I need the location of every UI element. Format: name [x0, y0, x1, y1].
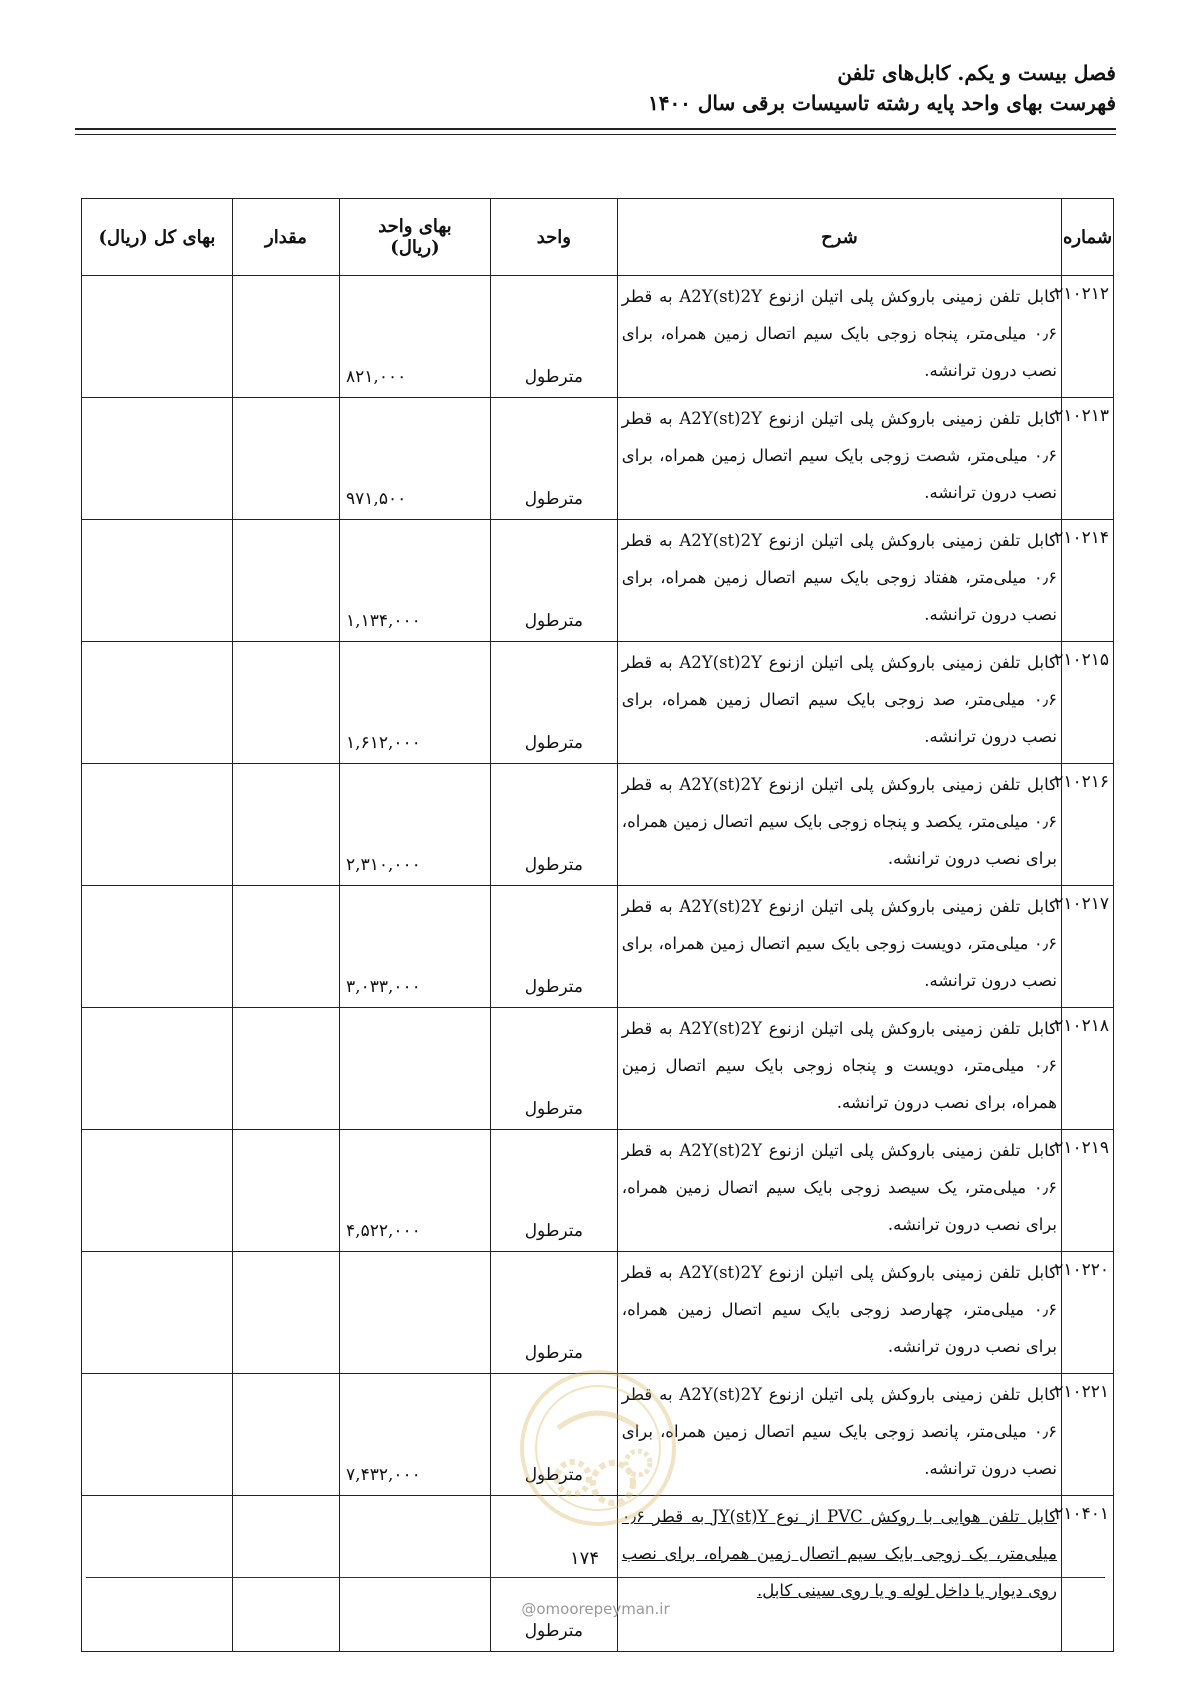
- item-quantity: [232, 1496, 339, 1652]
- page-header: [75, 58, 1116, 118]
- item-unit: مترطول: [490, 1496, 617, 1652]
- item-total: [82, 886, 233, 1008]
- item-quantity: [232, 276, 339, 398]
- table-row: [82, 642, 1114, 764]
- item-number: ۲۱۰۲۱۵: [1061, 642, 1113, 764]
- table-row: [82, 520, 1114, 642]
- item-description: کابل تلفن زمینی باروکش پلی اتیلن ازنوع A2Y(st)2Y به قطر ۰٫۶ میلی‌متر، چهارصد زوجی بایک سیم اتصال زمین همراه، برای نصب درون ترانشه.: [617, 1252, 1061, 1374]
- table-header-row: [82, 199, 1114, 276]
- item-total: [82, 1252, 233, 1374]
- item-unit-price: ۱,۱۳۴,۰۰۰: [340, 520, 491, 642]
- item-description-text: کابل تلفن هوایی با روکش PVC از نوع JY(st)Y به قطر ۰٫۶ میلی‌متر، یک زوجی بایک سیم اتصال زمین همراه، برای نصب روی دیوار یا داخل لوله و یا روی سینی کابل.: [621, 1507, 1057, 1600]
- watermark-seal-icon: [518, 1368, 678, 1528]
- page-number: ۱۷۴: [570, 1548, 600, 1569]
- item-total: [82, 276, 233, 398]
- item-unit: مترطول: [490, 1008, 617, 1130]
- item-unit-price: ۱,۶۱۲,۰۰۰: [340, 642, 491, 764]
- item-quantity: [232, 886, 339, 1008]
- item-unit-price: [340, 1252, 491, 1374]
- item-description: کابل تلفن زمینی باروکش پلی اتیلن ازنوع A2Y(st)2Y به قطر ۰٫۶ میلی‌متر، یک سیصد زوجی بایک سیم اتصال زمین همراه، برای نصب درون ترانشه.: [617, 1130, 1061, 1252]
- table-row: [82, 1130, 1114, 1252]
- item-unit-price: [340, 1008, 491, 1130]
- item-description: کابل تلفن زمینی باروکش پلی اتیلن ازنوع A2Y(st)2Y به قطر ۰٫۶ میلی‌متر، شصت زوجی بایک سیم اتصال زمین همراه، برای نصب درون ترانشه.: [617, 398, 1061, 520]
- item-unit: مترطول: [490, 886, 617, 1008]
- item-description: کابل تلفن زمینی باروکش پلی اتیلن ازنوع A2Y(st)2Y به قطر ۰٫۶ میلی‌متر، دویست و پنجاه زوجی بایک سیم اتصال زمین همراه، برای نصب درون ترانشه.: [617, 1008, 1061, 1130]
- col-total-header: بهای کل (ریال): [82, 199, 233, 276]
- header-rule-thin: [75, 134, 1116, 135]
- header-rule-thick: [75, 128, 1116, 130]
- table-row: [82, 276, 1114, 398]
- item-number: ۲۱۰۲۲۱: [1061, 1374, 1113, 1496]
- col-quantity-header: مقدار: [232, 199, 339, 276]
- item-total: [82, 1496, 233, 1652]
- item-unit-price: ۷,۴۳۲,۰۰۰: [340, 1374, 491, 1496]
- col-description-header: شرح: [617, 199, 1061, 276]
- item-number: ۲۱۰۲۱۹: [1061, 1130, 1113, 1252]
- item-unit-price: ۹۷۱,۵۰۰: [340, 398, 491, 520]
- item-description: کابل تلفن زمینی باروکش پلی اتیلن ازنوع A2Y(st)2Y به قطر ۰٫۶ میلی‌متر، صد زوجی بایک سیم اتصال زمین همراه، برای نصب درون ترانشه.: [617, 642, 1061, 764]
- item-description: کابل تلفن زمینی باروکش پلی اتیلن ازنوع A2Y(st)2Y به قطر ۰٫۶ میلی‌متر، دویست زوجی بایک سیم اتصال زمین همراه، برای نصب درون ترانشه.: [617, 886, 1061, 1008]
- item-quantity: [232, 764, 339, 886]
- table-row: [82, 764, 1114, 886]
- item-unit: مترطول: [490, 764, 617, 886]
- item-description: کابل تلفن زمینی باروکش پلی اتیلن ازنوع A2Y(st)2Y به قطر ۰٫۶ میلی‌متر، پنجاه زوجی بایک سیم اتصال زمین همراه، برای نصب درون ترانشه.: [617, 276, 1061, 398]
- table-row: [82, 1008, 1114, 1130]
- item-quantity: [232, 520, 339, 642]
- item-unit: مترطول: [490, 1130, 617, 1252]
- footer-rule: [86, 1577, 1105, 1578]
- table-row: [82, 886, 1114, 1008]
- item-unit-price: ۲,۳۱۰,۰۰۰: [340, 764, 491, 886]
- col-number-header: شماره: [1061, 199, 1113, 276]
- item-quantity: [232, 1130, 339, 1252]
- item-number: ۲۱۰۴۰۱: [1061, 1496, 1113, 1652]
- chapter-title: فصل بیست و یکم. کابل‌های تلفن: [837, 61, 1116, 85]
- item-number: ۲۱۰۲۱۴: [1061, 520, 1113, 642]
- item-unit: مترطول: [490, 1252, 617, 1374]
- item-description: کابل تلفن زمینی باروکش پلی اتیلن ازنوع A2Y(st)2Y به قطر ۰٫۶ میلی‌متر، پانصد زوجی بایک سیم اتصال زمین همراه، برای نصب درون ترانشه.: [617, 1374, 1061, 1496]
- item-total: [82, 520, 233, 642]
- item-quantity: [232, 398, 339, 520]
- item-total: [82, 1130, 233, 1252]
- item-unit-price: ۸۲۱,۰۰۰: [340, 276, 491, 398]
- col-unit-header: واحد: [490, 199, 617, 276]
- item-unit-price: [340, 1496, 491, 1652]
- item-quantity: [232, 1252, 339, 1374]
- document-subtitle: فهرست بهای واحد پایه رشته تاسیسات برقی سال ۱۴۰۰: [647, 91, 1116, 115]
- item-number: ۲۱۰۲۱۷: [1061, 886, 1113, 1008]
- item-total: [82, 764, 233, 886]
- item-number: ۲۱۰۲۲۰: [1061, 1252, 1113, 1374]
- unit-price-currency: (ریال): [390, 237, 440, 258]
- item-unit: مترطول: [490, 520, 617, 642]
- item-unit: مترطول: [490, 642, 617, 764]
- site-watermark: @omoorepeyman.ir: [521, 1600, 670, 1618]
- item-number: ۲۱۰۲۱۶: [1061, 764, 1113, 886]
- item-total: [82, 1008, 233, 1130]
- item-unit: مترطول: [490, 276, 617, 398]
- table-row: [82, 398, 1114, 520]
- item-total: [82, 1374, 233, 1496]
- col-unit-price-header: [340, 199, 491, 276]
- item-number: ۲۱۰۲۱۲: [1061, 276, 1113, 398]
- item-number: ۲۱۰۲۱۸: [1061, 1008, 1113, 1130]
- item-unit: مترطول: [490, 398, 617, 520]
- table-row: [82, 1252, 1114, 1374]
- item-quantity: [232, 642, 339, 764]
- item-unit-price: ۳,۰۳۳,۰۰۰: [340, 886, 491, 1008]
- item-total: [82, 642, 233, 764]
- item-quantity: [232, 1374, 339, 1496]
- item-description: [617, 1496, 1061, 1652]
- item-total: [82, 398, 233, 520]
- unit-price-label: بهای واحد: [378, 216, 452, 237]
- item-unit-price: ۴,۵۲۲,۰۰۰: [340, 1130, 491, 1252]
- item-description: کابل تلفن زمینی باروکش پلی اتیلن ازنوع A2Y(st)2Y به قطر ۰٫۶ میلی‌متر، هفتاد زوجی بایک سیم اتصال زمین همراه، برای نصب درون ترانشه.: [617, 520, 1061, 642]
- item-description: کابل تلفن زمینی باروکش پلی اتیلن ازنوع A2Y(st)2Y به قطر ۰٫۶ میلی‌متر، یکصد و پنجاه زوجی بایک سیم اتصال زمین همراه، برای نصب درون ترانشه.: [617, 764, 1061, 886]
- item-quantity: [232, 1008, 339, 1130]
- item-unit: مترطول: [490, 1374, 617, 1496]
- item-number: ۲۱۰۲۱۳: [1061, 398, 1113, 520]
